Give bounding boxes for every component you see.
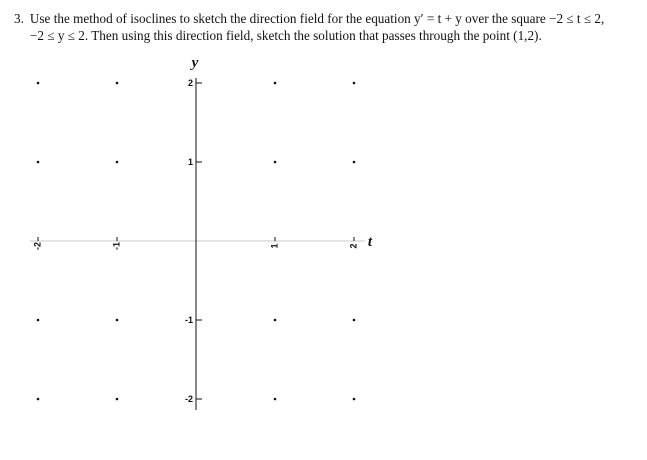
grid-point — [37, 398, 40, 401]
grid-point — [116, 82, 119, 85]
grid-point — [353, 398, 356, 401]
grid-point — [353, 82, 356, 85]
grid-point — [37, 82, 40, 85]
y-tick-label: 1 — [187, 157, 193, 167]
x-tick-label: -2 — [32, 241, 43, 251]
grid-point — [274, 398, 277, 401]
y-tick-label: -1 — [184, 315, 193, 325]
grid-point — [37, 319, 40, 322]
axes — [30, 78, 365, 410]
grid-point — [116, 161, 119, 164]
problem-text-line-1: Use the method of isoclines to sketch the direction field for the equation y′ = t + y over the square −2 ≤ t ≤ 2, — [29, 11, 605, 26]
x-tick-label: -1 — [111, 241, 122, 251]
y-axis-label: y — [191, 55, 199, 71]
x-tick-label: 2 — [348, 243, 359, 249]
y-tick-label: -2 — [184, 394, 193, 404]
grid-point — [274, 82, 277, 85]
y-tick-label: 2 — [187, 78, 193, 88]
grid-point — [116, 398, 119, 401]
x-axis-label: t — [367, 234, 373, 250]
grid-point — [274, 161, 277, 164]
x-tick-label: 1 — [269, 243, 280, 249]
problem-number: 3. — [14, 11, 24, 26]
grid-point — [353, 161, 356, 164]
grid-point — [116, 319, 119, 322]
problem-text-line-2: −2 ≤ y ≤ 2. Then using this direction field, sketch the solution that passes through the point (1,2). — [30, 28, 542, 43]
grid-point — [353, 319, 356, 322]
grid-point — [37, 161, 40, 164]
grid-point — [274, 319, 277, 322]
